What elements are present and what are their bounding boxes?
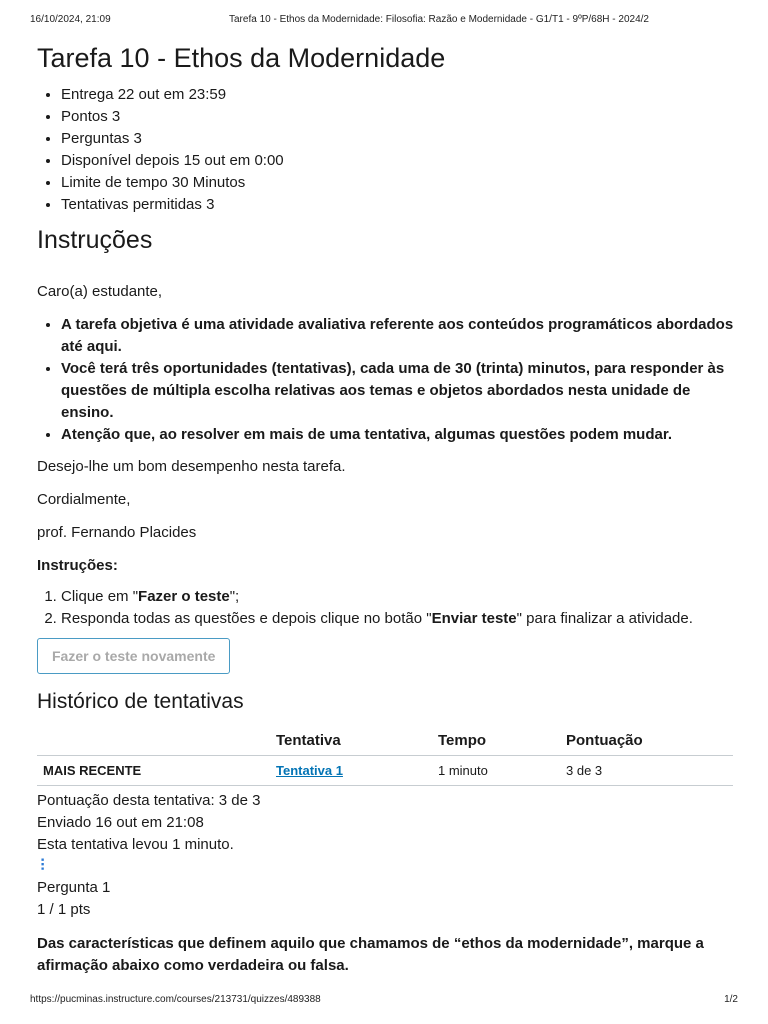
- print-date: 16/10/2024, 21:09: [30, 14, 111, 25]
- attempt-link[interactable]: Tentativa 1: [276, 763, 343, 778]
- print-header: [30, 14, 738, 25]
- column-header-time: Tempo: [432, 726, 560, 756]
- column-header-attempt: Tentativa: [270, 726, 432, 756]
- column-header-score: Pontuação: [560, 726, 733, 756]
- quiz-allowed-attempts: • Tentativas permitidas 3: [61, 194, 737, 216]
- question-points: 1 / 1 pts: [37, 901, 91, 918]
- closing-text: Cordialmente,: [37, 491, 131, 508]
- step-1: [61, 586, 737, 608]
- quiz-details: [37, 84, 737, 216]
- step-2: [61, 608, 737, 630]
- instruction-bullet: • Atenção que, ao resolver em mais de uma tentativa, algumas questões podem mudar.: [61, 424, 737, 446]
- print-footer: [30, 994, 738, 1005]
- quiz-points: • Pontos 3: [61, 106, 737, 128]
- main-content: [37, 40, 737, 977]
- table-header-row: [37, 726, 733, 756]
- score-cell: 3 de 3: [560, 756, 733, 786]
- quiz-due: • Entrega 22 out em 23:59: [61, 84, 737, 106]
- attempt-duration: Esta tentativa levou 1 minuto.: [37, 836, 234, 853]
- print-url: https://pucminas.instructure.com/courses/213731/quizzes/489388: [30, 994, 321, 1005]
- drag-handle-icon: ⠇: [39, 858, 51, 875]
- step-2-pre: Responda todas as questões e depois clique no botão ": [61, 610, 432, 627]
- print-title: Tarefa 10 - Ethos da Modernidade: Filosofia: Razão e Modernidade - G1/T1 - 9ºP/68H - 2024/2: [229, 14, 649, 25]
- print-page-number: 1/2: [724, 994, 738, 1005]
- retake-quiz-button[interactable]: Fazer o teste novamente: [37, 638, 230, 674]
- attempt-summary: [37, 790, 737, 856]
- instructions-bullets: [37, 314, 737, 446]
- quiz-available: • Disponível depois 15 out em 0:00: [61, 150, 737, 172]
- greeting: Caro(a) estudante,: [37, 283, 163, 300]
- attempt-cell: [270, 756, 432, 786]
- question-header: [37, 877, 737, 921]
- instruction-steps: [37, 586, 737, 630]
- question-text: Das características que definem aquilo que chamamos de “ethos da modernidade”, marque a afirmação abaixo como verdadeira ou falsa.: [37, 935, 704, 974]
- quiz-time-limit: • Limite de tempo 30 Minutos: [61, 172, 737, 194]
- signature-text: prof. Fernando Placides: [37, 524, 197, 541]
- page-title: Tarefa 10 - Ethos da Modernidade: [37, 43, 446, 73]
- wish-text: Desejo-lhe um bom desempenho nesta tarefa.: [37, 458, 346, 475]
- step-1-post: ";: [229, 588, 240, 605]
- step-1-bold: Fazer o teste: [138, 588, 230, 605]
- history-heading: Histórico de tentativas: [37, 690, 244, 713]
- instructions-heading: Instruções: [37, 226, 153, 254]
- quiz-questions: • Perguntas 3: [61, 128, 737, 150]
- step-1-pre: Clique em ": [61, 588, 139, 605]
- question-title: Pergunta 1: [37, 879, 111, 896]
- instruction-bullet: • A tarefa objetiva é uma atividade avaliativa referente aos conteúdos programáticos abordados até aqui.: [61, 314, 737, 358]
- time-cell: 1 minuto: [432, 756, 560, 786]
- column-header-label: [37, 726, 270, 756]
- instructions-subheading: Instruções:: [37, 557, 118, 574]
- step-2-bold: Enviar teste: [431, 610, 517, 627]
- most-recent-label: MAIS RECENTE: [37, 756, 270, 786]
- step-2-post: " para finalizar a atividade.: [516, 610, 693, 627]
- attempt-score: Pontuação desta tentativa: 3 de 3: [37, 792, 261, 809]
- attempt-history-table: [37, 726, 733, 786]
- attempt-sent: Enviado 16 out em 21:08: [37, 814, 204, 831]
- instruction-bullet: • Você terá três oportunidades (tentativas), cada uma de 30 (trinta) minutos, para responder às questões de múltipla escolha relativas aos temas e objetos abordados nesta unidade de ensino.: [61, 358, 737, 424]
- table-row: [37, 756, 733, 786]
